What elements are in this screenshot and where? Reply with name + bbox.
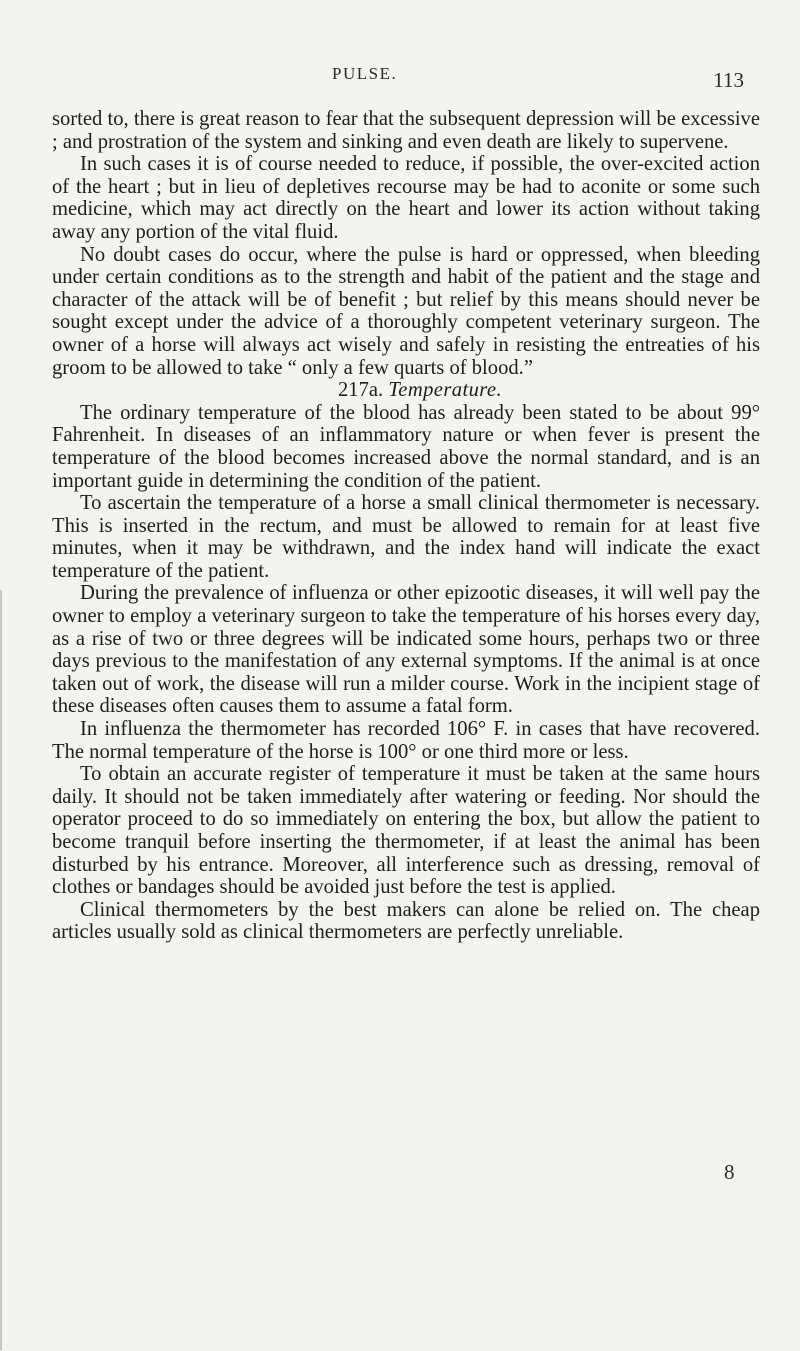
running-head-title: PULSE. <box>332 64 398 83</box>
page-number: 113 <box>713 68 744 92</box>
section-heading <box>52 379 760 402</box>
page-edge-shadow <box>0 590 2 1350</box>
body-text <box>52 108 760 944</box>
section-number: 217a. <box>337 379 384 402</box>
section-title: Temperature. <box>388 379 503 402</box>
paragraph: Clinical thermometers by the best makers can alone be relied on. The cheap articles usually sold as clinical thermometers are perfectly unreliable. <box>52 898 760 944</box>
paragraph-continued: sorted to, there is great reason to fear that the subsequent depression will be excessive ; and prostration of the system and sinking and even death are likely to supervene. <box>52 108 760 153</box>
paragraph: To obtain an accurate register of temperature it must be taken at the same hours daily. It should not be taken immediately after watering or feeding. Nor should the operator proceed to do so immediately on entering the box, but allow the patient to become tranquil before inserting the thermometer, if at least the animal has been disturbed by his entrance. Moreover, all interference such as dressing, removal of clothes or bandages should be avoided just before the test is applied. <box>52 763 760 899</box>
paragraph: In such cases it is of course needed to reduce, if possible, the over-excited action of the heart ; but in lieu of depletives recourse may be had to aconite or some such medicine, which may act directly on the heart and lower its action without taking away any portion of the vital fluid. <box>52 153 760 243</box>
paragraph: In influenza the thermometer has recorded 106° F. in cases that have recovered. The normal temperature of the horse is 100° or one third more or less. <box>52 718 760 763</box>
paragraph: During the prevalence of influenza or other epizootic diseases, it will well pay the owner to employ a veterinary surgeon to take the temperature of his horses every day, as a rise of two or three degrees will be indicated some hours, perhaps two or three days previous to the manifestation of any external symptoms. If the animal is at once taken out of work, the disease will run a milder course. Work in the incipient stage of these diseases often causes them to assume a fatal form. <box>52 582 760 718</box>
paragraph: No doubt cases do occur, where the pulse is hard or oppressed, when bleeding under certain conditions as to the strength and habit of the patient and the stage and character of the attack will be of benefit ; but relief by this means should never be sought except under the advice of a thoroughly competent veterinary surgeon. The owner of a horse will always act wisely and safely in resisting the entreaties of his groom to be allowed to take “ only a few quarts of blood.” <box>52 243 760 379</box>
paragraph: The ordinary temperature of the blood has already been stated to be about 99° Fahrenheit. In diseases of an inflammatory nature or when fever is present the temperature of the blood becomes increased above the normal standard, and is an important guide in determining the condition of the patient. <box>52 401 760 492</box>
running-head <box>0 62 800 102</box>
paragraph: To ascertain the temperature of a horse a small clinical thermometer is necessary. This is inserted in the rectum, and must be allowed to remain for at least five minutes, when it may be withdrawn, and the index hand will indicate the exact temperature of the patient. <box>52 492 760 582</box>
signature-mark: 8 <box>724 1160 735 1184</box>
